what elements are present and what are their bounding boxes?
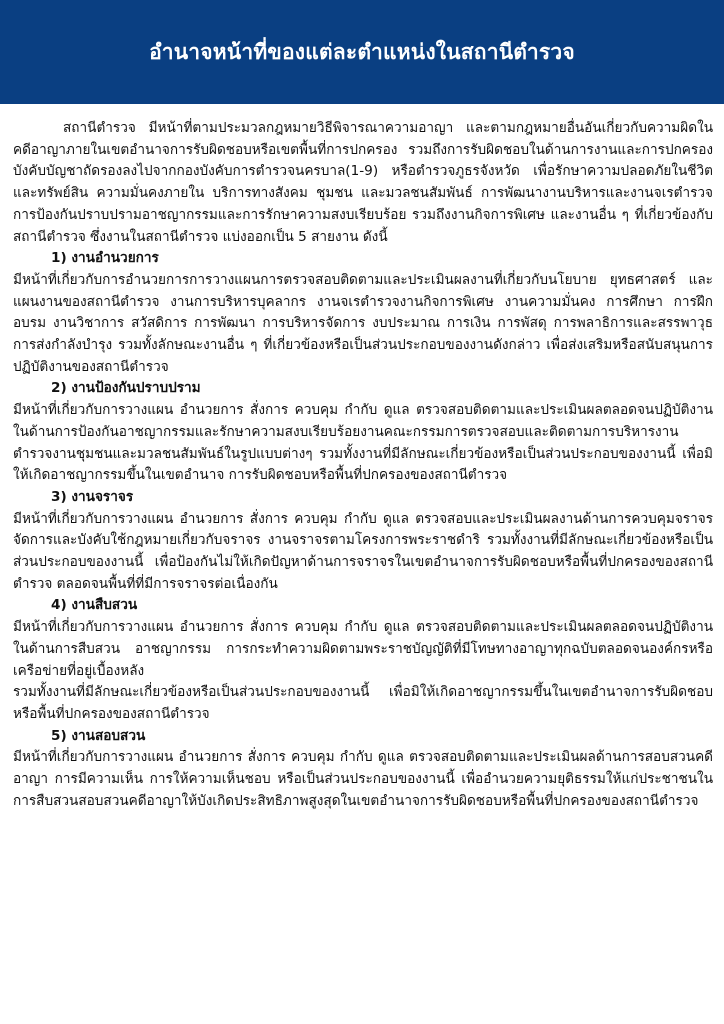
section-title: 3) งานจราจร (51, 488, 134, 505)
section-administration (13, 248, 713, 378)
section-paragraph: มีหน้าที่เกี่ยวกับการวางแผน อำนวยการ สั่งการ ควบคุม กำกับ ดูแล ตรวจสอบติดตามและประเมินผลด้านการสอบสวนคดีอาญา การมีความเห็น การให้ความเห็นชอบ หรือเป็นส่วนประกอบของงานนี้ เพื่ออำนวยความยุติธรรมให้แก่ประชาชนในการสืบสวนสอบสวนคดีอาญาให้บังเกิดประสิทธิภาพสูงสุดในเขตอำนาจการรับผิดชอบหรือพื้นที่ปกครองของสถานีตำรวจ (13, 749, 713, 809)
section-paragraph: มีหน้าที่เกี่ยวกับการวางแผน อำนวยการ สั่งการ ควบคุม กำกับ ดูแล ตรวจสอบและประเมินผลงานด้านการควบคุมจราจร จัดการและบังคับใช้กฎหมายเกี่ยวกับจราจร งานจราจรตามโครงการพระราชดำริ รวมทั้งงานที่มีลักษณะเกี่ยวข้องหรือเป็นส่วนประกอบของงานนี้ เพื่อป้องกันไม่ให้เกิดปัญหาด้านการจราจรในเขตอำนาจการรับผิดชอบหรือพื้นที่ปกครองของสถานีตำรวจ ตลอดจนพื้นที่ที่มีการจราจรต่อเนื่องกัน (13, 510, 713, 592)
section-traffic (13, 487, 713, 596)
page-header (0, 0, 724, 104)
page-title: อำนาจหน้าที่ของแต่ละตำแหน่งในสถานีตำรวจ (149, 39, 575, 64)
section-paragraph: มีหน้าที่เกี่ยวกับการวางแผน อำนวยการ สั่งการ ควบคุม กำกับ ดูแล ตรวจสอบติดตามและประเมินผลตลอดจนปฏิบัติงานในด้านการป้องกันอาชญากรรมและรักษาความสงบเรียบร้อยงานคณะกรรมการตรวจสอบและติดตามการบริหารงานตำรวจงานชุมชนและมวลชนสัมพันธ์ในรูปแบบต่างๆ รวมทั้งงานที่มีลักษณะเกี่ยวข้องหรือเป็นส่วนประกอบของงานนี้ เพื่อมิให้เกิดอาชญากรรมขึ้นในเขตอำนาจ การรับผิดชอบหรือพื้นที่ปกครองของสถานีตำรวจ (13, 402, 713, 484)
section-paragraph: มีหน้าที่เกี่ยวกับการอำนวยการการวางแผนการตรวจสอบติดตามและประเมินผลงานที่เกี่ยวกับนโยบาย ยุทธศาสตร์ และแผนงานของสถานีตำรวจ งานการบริหารบุคลากร งานจเรตำรวจงานกิจการพิเศษ งานความมั่นคง การศึกษา การฝึกอบรม งานวิชาการ สวัสดิการ การพัฒนา การบริหารจัดการ งบประมาณ การเงิน การพัสดุ การพลาธิการและสรรพาวุธ การส่งกำลังบำรุง รวมทั้งลักษณะงานอื่น ๆ ที่เกี่ยวข้องหรือเป็นส่วนประกอบของงานดังกล่าว เพื่อส่งเสริมหรือสนับสนุนการปฏิบัติงานของสถานีตำรวจ (13, 271, 713, 375)
section-crime-prevention (13, 378, 713, 487)
document-body (13, 118, 713, 813)
section-paragraph: รวมทั้งงานที่มีลักษณะเกี่ยวข้องหรือเป็นส่วนประกอบของงานนี้ เพื่อมิให้เกิดอาชญากรรมขึ้นในเขตอำนาจการรับผิดชอบหรือพื้นที่ปกครองของสถานีตำรวจ (13, 684, 713, 722)
section-title: 1) งานอำนวยการ (51, 250, 159, 267)
section-title: 2) งานป้องกันปราบปราม (51, 380, 201, 397)
section-title: 4) งานสืบสวน (51, 597, 138, 614)
section-inquiry (13, 726, 713, 813)
intro-paragraph: สถานีตำรวจ มีหน้าที่ตามประมวลกฎหมายวิธีพิจารณาความอาญา และตามกฎหมายอื่นอันเกี่ยวกับความผิดในคดีอาญาภายในเขตอำนาจการรับผิดชอบหรือเขตพื้นที่การปกครอง รวมถึงการรับผิดชอบในด้านการงานและการปกครองบังคับบัญชาถัดรองลงไปจากกองบังคับการตำรวจนครบาล(1-9) หรือตำรวจภูธรจังหวัด เพื่อรักษาความปลอดภัยในชีวิตและทรัพย์สิน ความมั่นคงภายใน บริการทางสังคม ชุมชน และมวลชนสัมพันธ์ การพัฒนางานบริหารและงานจเรตำรวจ การป้องกันปราบปรามอาชญากรรมและการรักษาความสงบเรียบร้อย รวมถึงงานกิจการพิเศษ และงานอื่น ๆ ที่เกี่ยวข้องกับสถานีตำรวจ ซึ่งงานในสถานีตำรวจ แบ่งออกเป็น 5 สายงาน ดังนี้ (13, 120, 713, 245)
section-investigation (13, 595, 713, 725)
section-paragraph: มีหน้าที่เกี่ยวกับการวางแผน อำนวยการ สั่งการ ควบคุม กำกับ ดูแล ตรวจสอบติดตามและประเมินผลตลอดจนปฏิบัติงานในด้านการสืบสวน อาชญากรรม การกระทำความผิดตามพระราชบัญญัติที่มีโทษทางอาญาทุกฉบับตลอดจนองค์กรหรือเครือข่ายที่อยู่เบื้องหลัง (13, 619, 713, 679)
section-title: 5) งานสอบสวน (51, 727, 146, 744)
